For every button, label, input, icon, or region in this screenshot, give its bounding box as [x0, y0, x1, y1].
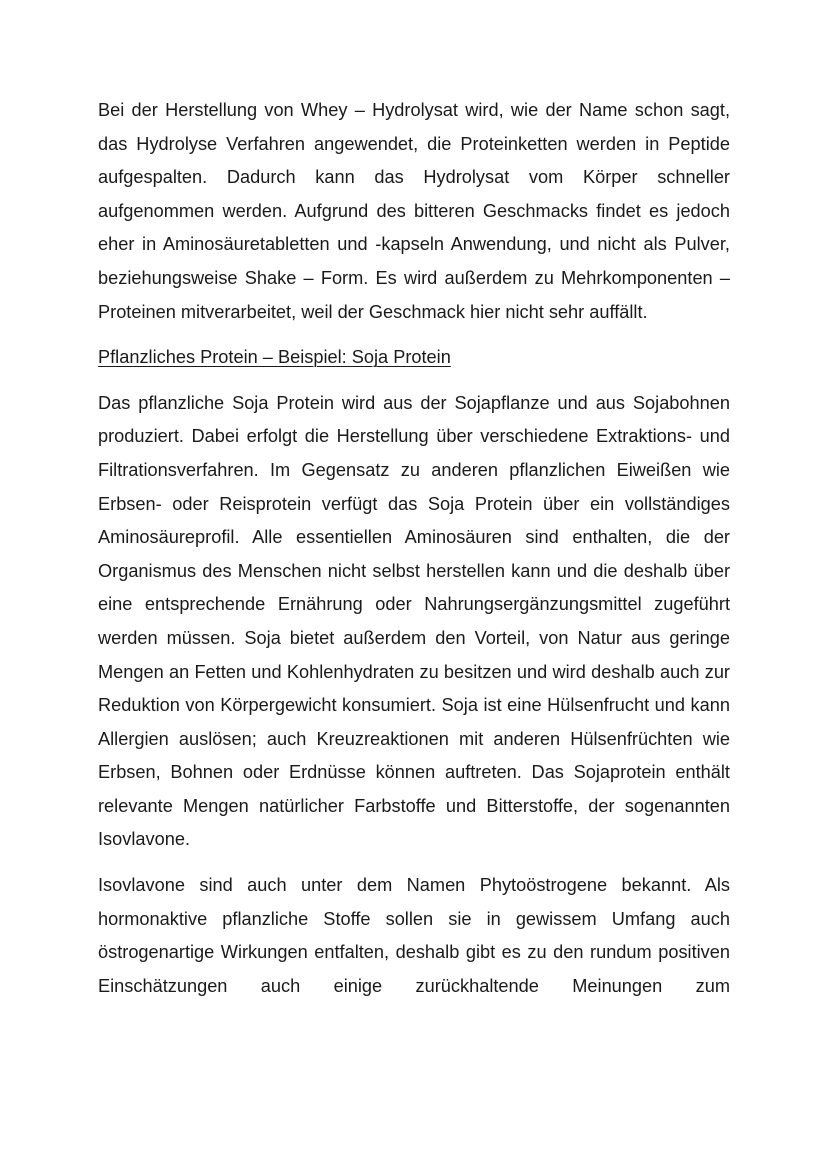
paragraph-whey-hydrolysat: Bei der Herstellung von Whey – Hydrolysat wird, wie der Name schon sagt, das Hydrolyse Verfahren angewendet, die Proteinketten werden in Peptide aufgespalten. Dadurch kann das Hydrolysat vom Körper schneller aufgenommen werden. Aufgrund des bitteren Geschmacks findet es jedoch eher in Aminosäuretabletten und -kapseln Anwendung, und nicht als Pulver, beziehungsweise Shake – Form. Es wird außerdem zu Mehrkomponenten – Proteinen mitverarbeitet, weil der Geschmack hier nicht sehr auffällt. — [98, 100, 730, 322]
paragraph-soja-protein: Das pflanzliche Soja Protein wird aus der Sojapflanze und aus Sojabohnen produziert. Dabei erfolgt die Herstellung über verschiedene Extraktions- und Filtrationsverfahren. Im Gegensatz zu anderen pflanzlichen Eiweißen wie Erbsen- oder Reisprotein verfügt das Soja Protein über ein vollständiges Aminosäureprofil. Alle essentiellen Aminosäuren sind enthalten, die der Organismus des Menschen nicht selbst herstellen kann und die deshalb über eine entsprechende Ernährung oder Nahrungsergänzungsmittel zugeführt werden müssen. Soja bietet außerdem den Vorteil, von Natur aus geringe Mengen an Fetten und Kohlenhydraten zu besitzen und wird deshalb auch zur Reduktion von Körpergewicht konsumiert. Soja ist eine Hülsenfrucht und kann Allergien auslösen; auch Kreuzreaktionen mit anderen Hülsenfrüchten wie Erbsen, Bohnen oder Erdnüsse können auftreten. Das Sojaprotein enthält relevante Mengen natürlicher Farbstoffe und Bitterstoffe, der sogenannten Isovlavone. — [98, 392, 730, 850]
document-page — [98, 94, 730, 1003]
section-heading-soja-protein: Pflanzliches Protein – Beispiel: Soja Protein — [98, 347, 451, 368]
paragraph-isovlavone: Isovlavone sind auch unter dem Namen Phytoöstrogene bekannt. Als hormonaktive pflanzliche Stoffe sollen sie in gewissem Umfang auch östrogenartige Wirkungen entfalten, deshalb gibt es zu den rundum positiven Einschätzungen auch einige zurückhaltende Meinungen zum — [98, 875, 730, 996]
